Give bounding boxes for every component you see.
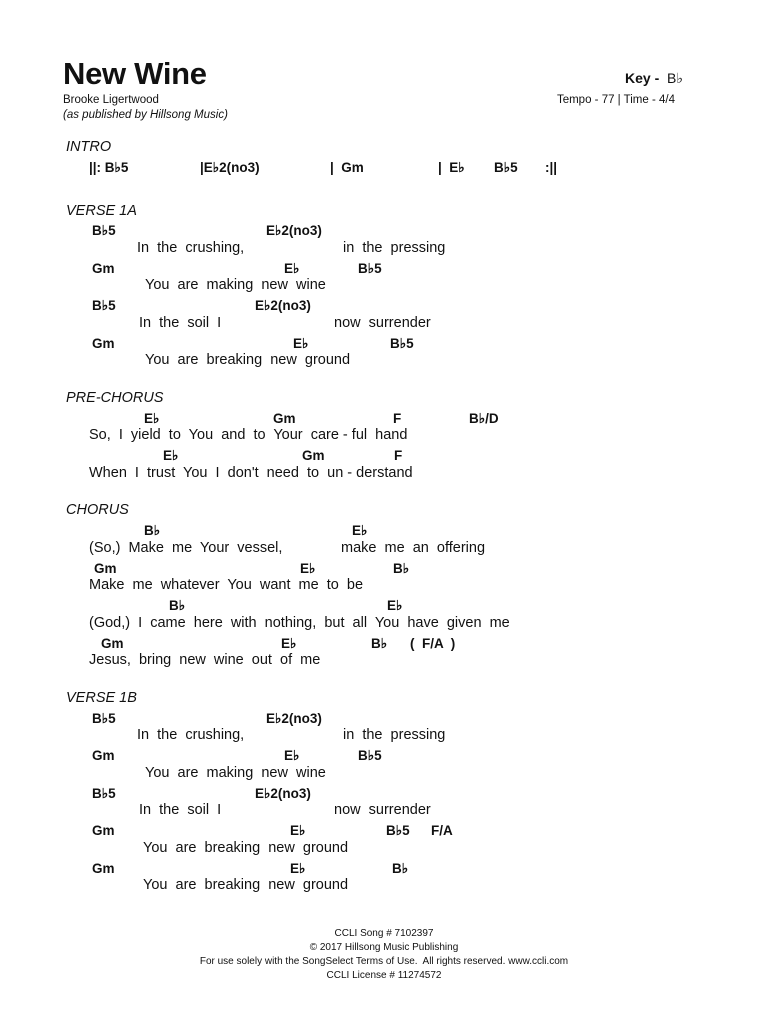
lyric-line: You are breaking new ground — [145, 352, 351, 368]
lyric-line: You are making new wine — [145, 765, 326, 781]
lyric-line: (God,) I came here with nothing, but all You have given me — [89, 615, 510, 631]
chord: B♭ — [392, 861, 409, 876]
chord: E♭ — [293, 336, 309, 351]
copyright-line: © 2017 Hillsong Music Publishing — [309, 942, 459, 953]
chord: ( F/A ) — [410, 636, 456, 651]
lyric-line: In the soil I — [139, 802, 222, 818]
chord: B♭ — [144, 523, 161, 538]
chord: Gm — [101, 636, 124, 651]
chord: E♭ — [284, 748, 300, 763]
key-label: Key - — [625, 70, 660, 86]
chord: Gm — [92, 336, 115, 351]
chord: Gm — [92, 861, 115, 876]
chord: E♭2(no3) — [255, 298, 311, 313]
chord: F — [393, 411, 402, 426]
chord: B♭5 — [92, 711, 116, 726]
lyric-line: You are breaking new ground — [143, 877, 349, 893]
lyric-line: In the crushing, — [137, 240, 245, 256]
chord: F/A — [431, 823, 453, 838]
song-title: New Wine — [63, 56, 207, 91]
lyric-line: now surrender — [334, 315, 431, 331]
chord: B♭/D — [469, 411, 499, 426]
chord: B♭ — [169, 598, 186, 613]
chord: E♭ — [284, 261, 300, 276]
lyric-line: You are breaking new ground — [143, 840, 349, 856]
chord: E♭2(no3) — [266, 711, 322, 726]
section-heading-intro: INTRO — [66, 139, 112, 155]
chord: B♭5 — [386, 823, 410, 838]
chord: E♭ — [290, 823, 306, 838]
key-indicator — [625, 70, 683, 87]
lyric-line: You are making new wine — [145, 277, 326, 293]
chord: B♭ — [371, 636, 388, 651]
chord: E♭2(no3) — [266, 223, 322, 238]
chord: E♭ — [290, 861, 306, 876]
lyric-line: In the soil I — [139, 315, 222, 331]
chord: E♭ — [387, 598, 403, 613]
chord: Gm — [92, 261, 115, 276]
key-value: B♭ — [667, 70, 683, 86]
chord: B♭5 — [92, 298, 116, 313]
terms-line: For use solely with the SongSelect Terms of Use. All rights reserved. www.ccli.com — [199, 956, 569, 967]
intro-chord: | E♭ — [438, 160, 465, 175]
chord: Gm — [92, 823, 115, 838]
lyric-line: Jesus, bring new wine out of me — [89, 652, 321, 668]
chord: B♭5 — [390, 336, 414, 351]
intro-bar-end: :|| — [545, 160, 558, 175]
ccli-license-number: CCLI License # 11274572 — [326, 970, 442, 981]
intro-chord: B♭5 — [494, 160, 518, 175]
tempo-time: Tempo - 77 | Time - 4/4 — [556, 94, 675, 106]
chord: Gm — [92, 748, 115, 763]
publisher-note: (as published by Hillsong Music) — [63, 109, 228, 121]
chord: E♭ — [352, 523, 368, 538]
lyric-line: Make me whatever You want me to be — [89, 577, 364, 593]
chord: E♭ — [163, 448, 179, 463]
chord: B♭5 — [358, 748, 382, 763]
section-heading-chorus: CHORUS — [66, 502, 129, 518]
chord: E♭ — [281, 636, 297, 651]
intro-chord: | Gm — [330, 160, 364, 175]
chord: Gm — [273, 411, 296, 426]
lyric-line: So, I yield to You and to Your care - ful hand — [89, 427, 408, 443]
section-heading-pre-chorus: PRE-CHORUS — [66, 390, 164, 406]
chord: B♭5 — [358, 261, 382, 276]
section-heading-verse-1a: VERSE 1A — [66, 203, 137, 219]
lyric-line: make me an offering — [341, 540, 486, 556]
lyric-line: When I trust You I don't need to un - derstand — [89, 465, 413, 481]
artist-name: Brooke Ligertwood — [63, 94, 159, 106]
chord: E♭ — [144, 411, 160, 426]
chord: Gm — [302, 448, 325, 463]
lyric-line: In the crushing, — [137, 727, 245, 743]
chord: E♭2(no3) — [255, 786, 311, 801]
lyric-line: in the pressing — [343, 727, 446, 743]
chord: Gm — [94, 561, 117, 576]
chord: B♭5 — [92, 223, 116, 238]
ccli-song-number: CCLI Song # 7102397 — [334, 928, 434, 939]
intro-bar-start: ||: B♭5 — [89, 160, 129, 175]
lyric-line: (So,) Make me Your vessel, — [89, 540, 283, 556]
lyric-line: in the pressing — [343, 240, 446, 256]
chord: B♭5 — [92, 786, 116, 801]
chord: F — [394, 448, 403, 463]
intro-chord: |E♭2(no3) — [200, 160, 260, 175]
section-heading-verse-1b: VERSE 1B — [66, 690, 137, 706]
lyric-line: now surrender — [334, 802, 431, 818]
chord: B♭ — [393, 561, 410, 576]
chord: E♭ — [300, 561, 316, 576]
